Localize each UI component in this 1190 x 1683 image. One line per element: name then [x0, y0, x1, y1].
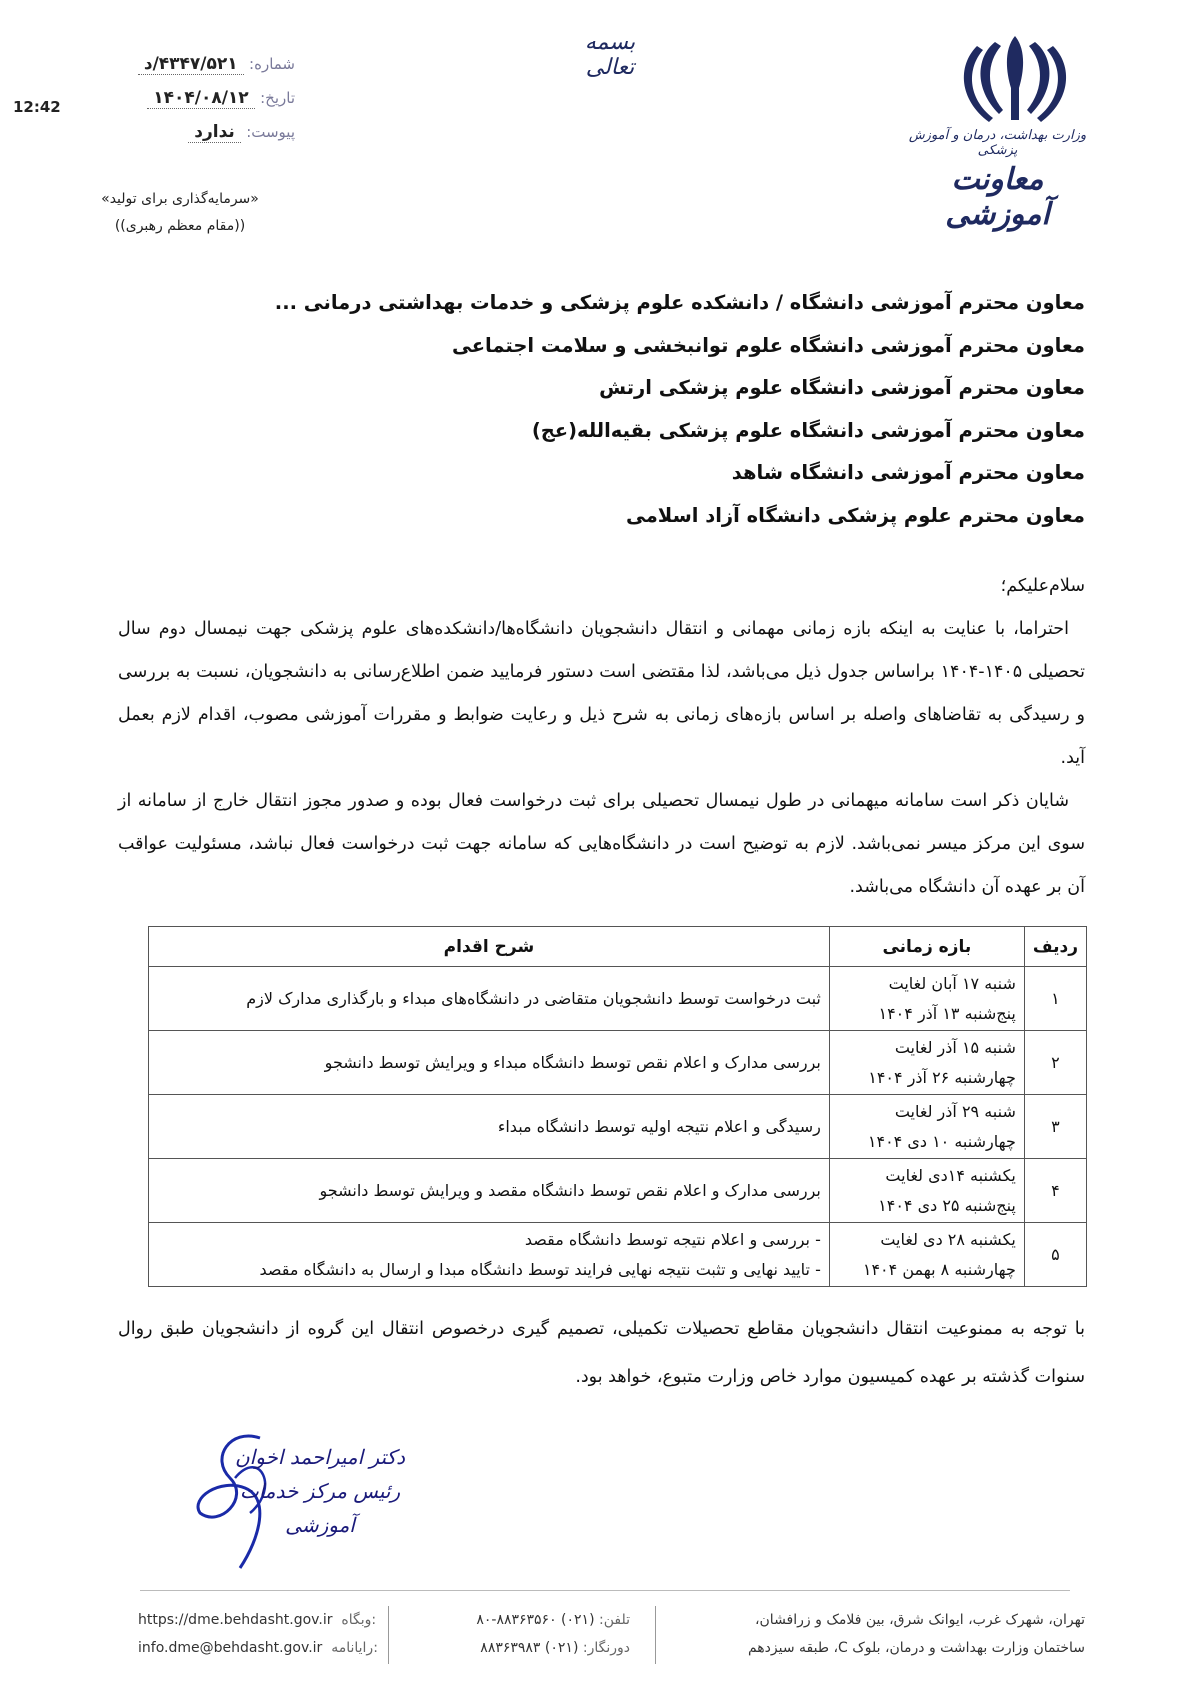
website-url[interactable]: https://dme.behdasht.gov.ir [138, 1612, 333, 1628]
paragraph-2: شایان ذکر است سامانه میهمانی در طول نیمسال تحصیلی برای ثبت درخواست فعال بوده و صدور مجوز انتقال خارج از سامانه از سوی این مرکز میسر نمی‌باشد. لازم به توضیح است در دانشگاه‌هایی که سامانه جهت ثبت درخواست فعال نباشد، مسئولیت عواقب آن بر عهده آن دانشگاه می‌باشد. [118, 791, 1085, 897]
slogan-line-1: «سرمایه‌گذاری برای تولید» [101, 191, 259, 207]
fax-label: دورنگار: [582, 1640, 630, 1656]
greeting: سلام‌علیکم؛ [1000, 576, 1085, 596]
time-start: یکشنبه ۱۴دی لغایت [885, 1165, 1016, 1185]
signatory-name: دکتر امیراحمد اخوان [234, 1445, 406, 1469]
slogan-line-2: ((مقام معظم رهبری)) [114, 218, 246, 234]
footer-address [690, 1606, 1085, 1662]
letter-body [118, 565, 1085, 909]
time-end: پنج‌شنبه ۲۵ دی ۱۴۰۴ [878, 1195, 1016, 1215]
description [149, 1223, 830, 1287]
table-row [149, 967, 1087, 1031]
recipient: معاون محترم آموزشی دانشگاه / دانشکده علوم پزشکی و خدمات بهداشتی درمانی ... [274, 291, 1085, 314]
schedule-table [148, 926, 1087, 1287]
description-line: بررسی مدارک و اعلام نقص توسط دانشگاه مقصد و ویرایش توسط دانشجو [319, 1180, 821, 1200]
recipient: معاون محترم آموزشی دانشگاه شاهد [731, 461, 1085, 484]
row-number: ۱ [1024, 967, 1086, 1031]
time-range [829, 1031, 1024, 1095]
table-row [149, 1223, 1087, 1287]
paragraph-1: احتراما، با عنایت به اینکه بازه زمانی مهمانی و انتقال دانشجویان دانشگاه‌ها/دانشکده‌های علوم پزشکی جهت نیمسال دوم سال تحصیلی ۱۴۰۵-۱۴۰۴ براساس جدول ذیل می‌باشد، لذا مقتضی است دستور فرمایید ضمن اطلاع‌رسانی به دانشجویان، نسبت به بررسی و رسیدگی به تقاضاهای واصله بر اساس بازه‌های زمانی به شرح ذیل و رعایت ضوابط و مقررات آموزشی مصوب، اقدام لازم بعمل آید. [118, 619, 1085, 768]
time-end: چهارشنبه ۱۰ دی ۱۴۰۴ [867, 1131, 1016, 1151]
description-line: - تایید نهایی و تثبت نتیجه نهایی فرایند توسط دانشگاه مبدا و ارسال به دانشگاه مقصد [259, 1259, 821, 1279]
recipient: معاون محترم آموزشی دانشگاه علوم پزشکی ارتش [599, 376, 1085, 399]
slogan [80, 186, 280, 240]
website-label: وبگاه: [341, 1612, 377, 1628]
table-row [149, 1159, 1087, 1223]
signatory-title: رئیس مرکز خدمات آموزشی [239, 1479, 401, 1537]
print-time: 12:42 [13, 98, 61, 116]
closing-paragraph: با توجه به ممنوعیت انتقال دانشجویان مقاطع تحصیلات تکمیلی، تصمیم گیری درخصوص انتقال این گروه از دانشجویان طبق روال سنوات گذشته بر عهده کمیسیون موارد خاص وزارت متبوع، خواهد بود. [118, 1319, 1085, 1387]
footer-phone-row [420, 1606, 630, 1634]
time-start: شنبه ۱۷ آبان لغایت [888, 973, 1016, 993]
footer-separator [655, 1606, 656, 1664]
letter-date [110, 88, 295, 108]
description [149, 1031, 830, 1095]
description [149, 967, 830, 1031]
table-header-row [149, 927, 1087, 967]
footer-contact [420, 1606, 630, 1662]
time-range [829, 1095, 1024, 1159]
description-line: رسیدگی و اعلام نتیجه اولیه توسط دانشگاه مبداء [497, 1116, 821, 1136]
letter-number [110, 54, 295, 74]
recipient: معاون محترم علوم پزشکی دانشگاه آزاد اسلامی [625, 503, 1085, 527]
time-range [829, 1159, 1024, 1223]
bismillah: بسمه تعالی [584, 30, 636, 80]
header-description: شرح اقدام [149, 927, 830, 967]
row-number: ۵ [1024, 1223, 1086, 1287]
description-line: - بررسی و اعلام نتیجه توسط دانشگاه مقصد [524, 1229, 821, 1249]
header-time-range: بازه زمانی [829, 927, 1024, 967]
row-number: ۴ [1024, 1159, 1086, 1223]
footer-separator [388, 1606, 389, 1664]
footer-web [138, 1606, 378, 1662]
row-number: ۳ [1024, 1095, 1086, 1159]
time-range [829, 967, 1024, 1031]
recipient: معاون محترم آموزشی دانشگاه علوم توانبخشی و سلامت اجتماعی [451, 333, 1085, 357]
date-value: ۱۴۰۴/۰۸/۱۲ [147, 88, 254, 109]
time-start: شنبه ۱۵ آذر لغایت [894, 1037, 1016, 1057]
footer-web-row [138, 1606, 377, 1634]
fax-number: (۰۲۱) ۸۸۳۶۳۹۸۳ [480, 1640, 579, 1656]
time-end: چهارشنبه ۸ بهمن ۱۴۰۴ [862, 1259, 1016, 1279]
address-line-1: تهران، شهرک غرب، ایوانک شرق، بین فلامک و زرافشان، [755, 1612, 1085, 1628]
time-end: پنج‌شنبه ۱۳ آذر ۱۴۰۴ [878, 1003, 1016, 1023]
ministry-logo-text [905, 128, 1090, 232]
department-name: معاونت آموزشی [945, 162, 1050, 232]
email-address[interactable]: info.dme@behdasht.gov.ir [138, 1640, 323, 1656]
description [149, 1095, 830, 1159]
number-label: شماره: [249, 55, 295, 73]
footer-fax-row [420, 1634, 630, 1662]
time-end: چهارشنبه ۲۶ آذر ۱۴۰۴ [868, 1067, 1016, 1087]
letter-attachment [110, 122, 295, 142]
recipient-list [274, 282, 1085, 537]
description [149, 1159, 830, 1223]
signature-block [230, 1440, 410, 1542]
time-range [829, 1223, 1024, 1287]
header-row-number: ردیف [1024, 927, 1086, 967]
footer-email-row [138, 1634, 378, 1662]
ministry-emblem-icon [955, 28, 1075, 128]
description-line: بررسی مدارک و اعلام نقص توسط دانشگاه مبداء و ویرایش توسط دانشجو [324, 1052, 821, 1072]
date-label: تاریخ: [260, 89, 295, 107]
attachment-label: پیوست: [246, 123, 295, 141]
table-row [149, 1095, 1087, 1159]
ministry-name: وزارت بهداشت، درمان و آموزش پزشکی [908, 128, 1087, 158]
row-number: ۲ [1024, 1031, 1086, 1095]
description-line: ثبت درخواست توسط دانشجویان متقاضی در دانشگاه‌های مبداء و بارگذاری مدارک لازم [246, 988, 821, 1008]
time-start: شنبه ۲۹ آذر لغایت [894, 1101, 1016, 1121]
attachment-value: ندارد [188, 122, 241, 143]
email-label: رایانامه: [331, 1640, 378, 1656]
phone-number: (۰۲۱) ۸۸۳۶۳۵۶۰-۸۰ [476, 1612, 595, 1628]
number-value: ۴۳۴۷/۵۲۱/د [138, 54, 244, 75]
phone-label: تلفن: [599, 1612, 630, 1628]
table-row [149, 1031, 1087, 1095]
time-start: یکشنبه ۲۸ دی لغایت [880, 1229, 1016, 1249]
recipient: معاون محترم آموزشی دانشگاه علوم پزشکی بقیه‌الله(عج) [531, 418, 1085, 442]
address-line-2: ساختمان وزارت بهداشت و درمان، بلوک C، طبقه سیزدهم [747, 1640, 1085, 1656]
footer-divider [140, 1590, 1070, 1591]
